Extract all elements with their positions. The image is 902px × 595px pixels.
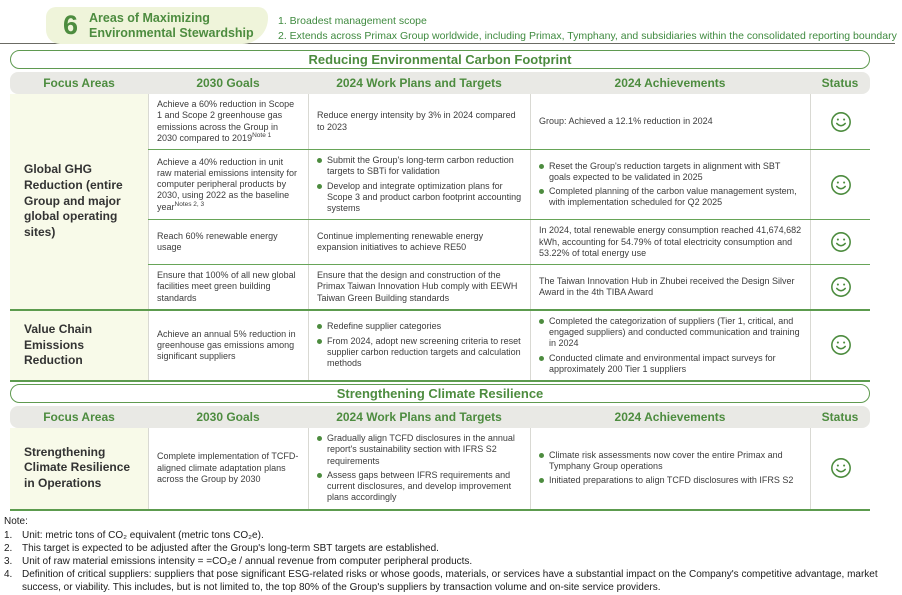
column-header-1: 2030 Goals: [196, 76, 260, 90]
page-header: [0, 0, 902, 48]
section-banner: Reducing Environmental Carbon Footprint: [10, 50, 870, 69]
plans-text: Continue implementing renewable energy expansion initiatives to achieve RE50: [317, 230, 484, 253]
plans-bullet-item: [317, 155, 522, 178]
footnotes-list: [4, 529, 898, 595]
column-header-2: 2024 Work Plans and Targets: [336, 410, 502, 424]
achievements-cell: [530, 220, 810, 264]
footnote-item: [4, 529, 898, 542]
report-table: [10, 94, 870, 382]
smiley-face-icon: [830, 111, 852, 133]
achievements-text: In 2024, total renewable energy consumption reached 41,674,682 kWh, accounting for 54.79% of total electricity consumption and 53.22% of total energy use: [539, 225, 802, 258]
column-header-3: 2024 Achievements: [614, 410, 726, 424]
table-row: [148, 219, 870, 264]
bullet-dot-icon: [539, 319, 544, 324]
achievements-cell: [530, 94, 810, 149]
footnote-text: Unit: metric tons of CO₂ equivalent (metric tons CO₂e).: [22, 529, 264, 541]
goal-text: Achieve a 60% reduction in Scope 1 and Scope 2 greenhouse gas emissions across the Group in 2030 compared to $2019^{Note 1}$: [157, 99, 295, 143]
bullet-dot-icon: [539, 356, 544, 361]
plans-cell: [308, 428, 530, 509]
bullet-dot-icon: [317, 184, 322, 189]
achievements-bullet-item: [539, 316, 802, 350]
status-cell: [810, 94, 870, 149]
scope-note-2: 2. Extends across Primax Group worldwide, including Primax, Tymphany, and subsidiaries within the consolidated reporting boundary: [278, 29, 897, 42]
bullet-dot-icon: [317, 473, 322, 478]
achievements-text: The Taiwan Innovation Hub in Zhubei received the Design Silver Award in the 4th TIBA Award: [539, 275, 795, 297]
plans-bullet-item: [317, 336, 522, 370]
group-rows: [148, 311, 870, 380]
achievements-cell: [530, 428, 810, 509]
group-rows: [148, 94, 870, 309]
footnote-text: Unit of raw material emissions intensity = =CO₂e / annual revenue from computer peripheral products.: [22, 556, 473, 568]
footnote-item: [4, 555, 898, 568]
goal-note-superscript: Notes 2, 3: [174, 200, 205, 208]
bullet-dot-icon: [539, 478, 544, 483]
status-cell: [810, 428, 870, 509]
scope-note-1: 1. Broadest management scope: [278, 15, 427, 27]
plans-text: Redefine supplier categories: [327, 321, 442, 332]
report-table: [10, 428, 870, 511]
smiley-face-icon: [830, 276, 852, 298]
footnote-number: 3.: [4, 556, 13, 568]
footnote-item: [4, 568, 898, 594]
table-header-row: [10, 72, 870, 94]
report-section-1: [10, 50, 870, 382]
goal-text: Reach 60% renewable energy usage: [157, 230, 278, 253]
plans-cell: [308, 150, 530, 219]
plans-bullet-item: [317, 181, 522, 215]
smiley-face-icon: [830, 231, 852, 253]
focus-group: [10, 311, 870, 382]
achievements-text: Initiated preparations to align TCFD disclosures with IFRS S2: [549, 475, 794, 486]
smiley-face-icon: [830, 334, 852, 356]
focus-group: [10, 428, 870, 511]
footnotes-label: Note:: [4, 515, 28, 527]
footnote-number: 2.: [4, 542, 13, 554]
goal-text: Ensure that 100% of all new global facilities meet green building standards: [157, 270, 296, 303]
column-header-1: 2030 Goals: [196, 410, 260, 424]
table-row: [148, 428, 870, 509]
section-number-badge: [46, 7, 268, 44]
achievements-cell: [530, 311, 810, 380]
goal-text: Achieve an annual 5% reduction in greenhouse gas emissions among significant suppliers: [157, 328, 296, 361]
achievements-bullet-item: [539, 161, 802, 184]
achievements-bullet-item: [539, 450, 802, 473]
bullet-dot-icon: [317, 339, 322, 344]
plans-cell: [308, 265, 530, 309]
focus-area-cell: Strengthening Climate Resilience in Operations: [10, 428, 148, 509]
goal-cell: [148, 311, 308, 380]
status-cell: [810, 311, 870, 380]
plans-cell: [308, 311, 530, 380]
column-header-0: Focus Areas: [43, 410, 115, 424]
page-title: Areas of Maximizing Environmental Stewardship: [89, 11, 254, 40]
column-header-3: 2024 Achievements: [614, 76, 726, 90]
status-cell: [810, 220, 870, 264]
plans-text: Submit the Group's long-term carbon reduction targets to SBTi for validation: [327, 155, 514, 177]
table-row: [148, 94, 870, 149]
column-header-0: Focus Areas: [43, 76, 115, 90]
achievements-bullet-item: [539, 353, 802, 376]
goal-cell: [148, 265, 308, 309]
achievements-text: Reset the Group's reduction targets in alignment with SBT goals expected to be validated in 2025: [549, 160, 781, 182]
plans-text: Ensure that the design and construction of the Primax Taiwan Innovation Hub comply with EEWH Taiwan Green Building standards: [317, 270, 518, 303]
footnote-text: This target is expected to be adjusted after the Group's long-term SBT targets are established.: [22, 542, 439, 554]
goal-text: Complete implementation of TCFD-aligned climate adaptation plans across the Group by 2030: [157, 451, 299, 484]
goal-note-superscript: Note 1: [252, 131, 272, 139]
goal-cell: [148, 428, 308, 509]
plans-cell: [308, 220, 530, 264]
footnote-item: [4, 542, 898, 555]
footnote-number: 1.: [4, 529, 13, 541]
plans-text: Gradually align TCFD disclosures in the annual report's sustainability section with IFRS S2 requirements: [327, 433, 515, 466]
plans-text: From 2024, adopt new screening criteria to reset supplier carbon reduction targets and calculation methods: [327, 335, 521, 369]
achievements-text: Completed the categorization of suppliers (Tier 1, critical, and engaged suppliers) and conducted communication and training in 2024: [549, 315, 800, 349]
table-header-row: [10, 406, 870, 428]
bullet-dot-icon: [539, 189, 544, 194]
column-header-2: 2024 Work Plans and Targets: [336, 76, 502, 90]
status-cell: [810, 265, 870, 309]
plans-text: Assess gaps between IFRS requirements and current disclosures, and develop improvement plans accordingly: [327, 469, 512, 503]
plans-bullet-item: [317, 470, 522, 504]
plans-text: Reduce energy intensity by 3% in 2024 compared to 2023: [317, 110, 516, 132]
goal-cell: [148, 94, 308, 149]
plans-bullet-item: [317, 321, 522, 332]
smiley-face-icon: [830, 174, 852, 196]
sections: [10, 50, 870, 511]
achievements-bullet-item: [539, 186, 802, 209]
footnotes: [4, 515, 898, 595]
focus-group: [10, 94, 870, 311]
achievements-text: Completed planning of the carbon value management system, with implementation scheduled for Q2 2025: [549, 186, 797, 208]
footnote-number: 4.: [4, 569, 13, 581]
scope-notes: [278, 14, 897, 43]
table-row: [148, 264, 870, 309]
section-banner: Strengthening Climate Resilience: [10, 384, 870, 403]
smiley-face-icon: [830, 457, 852, 479]
goal-cell: [148, 150, 308, 219]
plans-text: Develop and integrate optimization plans for Scope 3 and product carbon footprint accounting systems: [327, 180, 522, 213]
goal-cell: [148, 220, 308, 264]
goal-text: Achieve a 40% reduction in unit raw material emissions intensity for computer peripheral products by 2030, using 2022 as the baseline year$^{Notes 2, 3}$: [157, 156, 298, 212]
bullet-dot-icon: [539, 453, 544, 458]
bullet-dot-icon: [317, 158, 322, 163]
focus-area-cell: Global GHG Reduction (entire Group and major global operating sites): [10, 94, 148, 309]
plans-bullet-item: [317, 433, 522, 467]
bullet-dot-icon: [539, 164, 544, 169]
table-row: [148, 149, 870, 219]
achievements-text: Climate risk assessments now cover the entire Primax and Tymphany Group operations: [549, 449, 783, 472]
column-header-4: Status: [821, 410, 859, 424]
footnote-text: Definition of critical suppliers: suppliers that pose significant ESG-related risks or whose goods, materials, or services have a substantial impact on the Company's competitive advantage, market success, or viability. This includes, but is not limited to, the top 80% of the Group's suppliers by transaction volume and on-site service providers.: [22, 569, 878, 594]
report-section-2: [10, 384, 870, 511]
achievements-text: Conducted climate and environmental impact surveys for approximately 200 Tier 1 suppliers: [549, 352, 776, 374]
achievements-cell: [530, 150, 810, 219]
column-header-4: Status: [821, 76, 859, 90]
section-number: 6: [63, 10, 79, 40]
achievements-bullet-item: [539, 475, 802, 486]
achievements-text: Group: Achieved a 12.1% reduction in 2024: [539, 115, 713, 126]
status-cell: [810, 150, 870, 219]
bullet-dot-icon: [317, 324, 322, 329]
table-row: [148, 311, 870, 380]
achievements-cell: [530, 265, 810, 309]
plans-cell: [308, 94, 530, 149]
group-rows: [148, 428, 870, 509]
focus-area-cell: Value Chain Emissions Reduction: [10, 311, 148, 380]
bullet-dot-icon: [317, 436, 322, 441]
